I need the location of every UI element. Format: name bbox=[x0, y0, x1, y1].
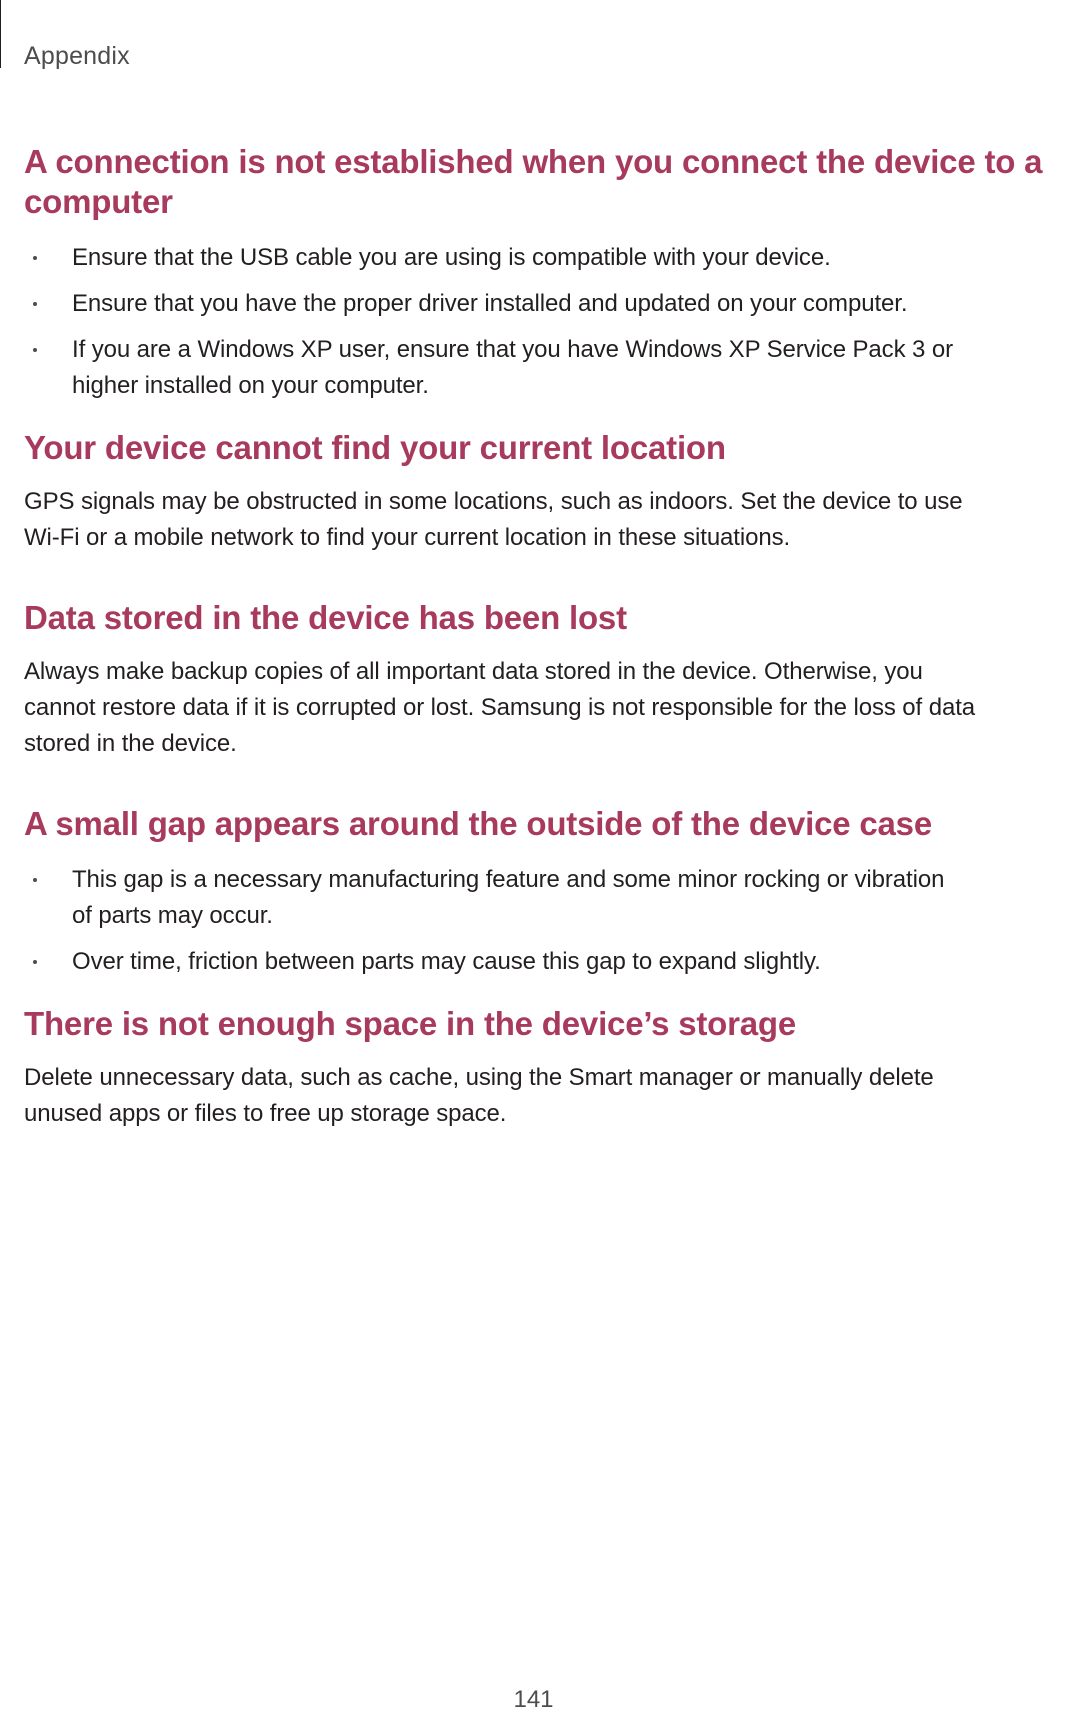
section-title: Data stored in the device has been lost bbox=[24, 599, 627, 636]
bullet-icon bbox=[33, 302, 37, 306]
bullet-icon bbox=[33, 960, 37, 964]
list-item-text: Ensure that the USB cable you are using is compatible with your device. bbox=[72, 244, 831, 271]
bullet-list bbox=[24, 862, 1064, 980]
list-item bbox=[24, 286, 1064, 322]
section-title: A connection is not established when you connect the device to a computer bbox=[24, 143, 1043, 220]
section-body: GPS signals may be obstructed in some locations, such as indoors. Set the device to use Wi-Fi or a mobile network to find your current location in these situations. bbox=[24, 488, 963, 551]
list-item-text: If you are a Windows XP user, ensure that you have Windows XP Service Pack 3 or higher installed on your computer. bbox=[72, 336, 953, 399]
section-gap bbox=[24, 804, 1064, 980]
section-body: Always make backup copies of all important data stored in the device. Otherwise, you cannot restore data if it is corrupted or lost. Samsung is not responsible for the loss of data stored in the device. bbox=[24, 658, 976, 757]
section-title: A small gap appears around the outside of the device case bbox=[24, 805, 932, 842]
page-number: 141 bbox=[513, 1686, 554, 1713]
corner-rule bbox=[0, 0, 1, 68]
section-body: Delete unnecessary data, such as cache, using the Smart manager or manually delete unused apps or files to free up storage space. bbox=[24, 1064, 934, 1127]
page-content bbox=[24, 142, 1064, 1132]
section-connection bbox=[24, 142, 1064, 404]
running-header: Appendix bbox=[24, 42, 130, 70]
bullet-icon bbox=[33, 878, 37, 882]
list-item bbox=[24, 862, 1064, 934]
list-item bbox=[24, 332, 1064, 404]
section-title: Your device cannot find your current location bbox=[24, 429, 726, 466]
list-item-text: Ensure that you have the proper driver installed and updated on your computer. bbox=[72, 290, 908, 317]
bullet-icon bbox=[33, 256, 37, 260]
section-storage bbox=[24, 1004, 1064, 1132]
section-data-lost bbox=[24, 598, 1064, 762]
list-item-text: Over time, friction between parts may cause this gap to expand slightly. bbox=[72, 948, 821, 975]
bullet-icon bbox=[33, 348, 37, 352]
list-item bbox=[24, 240, 1064, 276]
section-location bbox=[24, 428, 1064, 556]
bullet-list bbox=[24, 240, 1064, 404]
list-item bbox=[24, 944, 1064, 980]
section-title: There is not enough space in the device’s storage bbox=[24, 1005, 797, 1042]
list-item-text: This gap is a necessary manufacturing feature and some minor rocking or vibration of parts may occur. bbox=[72, 866, 945, 929]
